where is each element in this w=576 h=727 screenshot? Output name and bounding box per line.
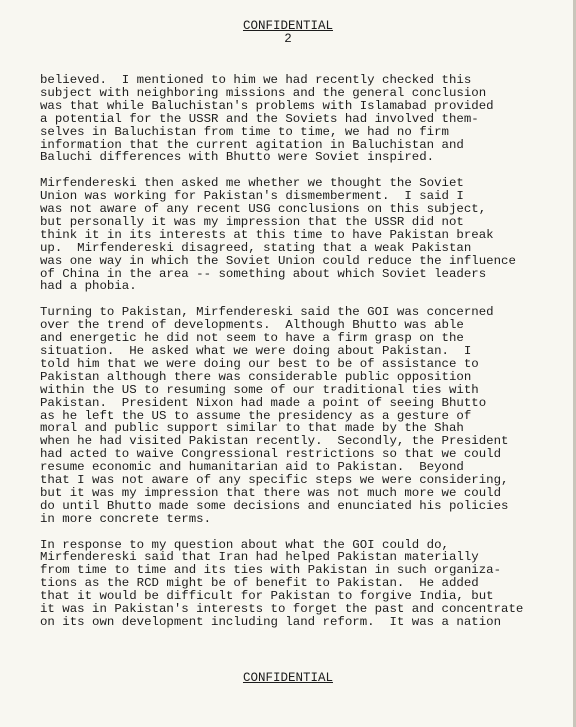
text-line: Mirfendereski said that Iran had helped Pakistan materially <box>40 550 479 565</box>
text-line: was that while Baluchistan's problems with Islamabad provided <box>40 98 494 113</box>
text-line: that it would be difficult for Pakistan to forgive India, but <box>40 589 494 604</box>
text-line: think it in its interests at this time to have Pakistan break <box>40 227 494 242</box>
text-line: a potential for the USSR and the Soviets had involved them- <box>40 111 479 126</box>
page-footer <box>0 671 576 685</box>
text-line: resume economic and humanitarian aid to Pakistan. Beyond <box>40 460 464 475</box>
page-header <box>0 20 576 46</box>
text-line: Baluchi differences with Bhutto were Soviet inspired. <box>40 150 435 165</box>
text-line: but it was my impression that there was not much more we could <box>40 485 502 500</box>
text-line: was not aware of any recent USG conclusions on this subject, <box>40 202 487 217</box>
text-line: over the trend of developments. Although Bhutto was able <box>40 318 464 333</box>
text-line: when he had visited Pakistan recently. Secondly, the President <box>40 434 509 449</box>
paragraph <box>40 177 562 293</box>
text-line: Mirfendereski then asked me whether we thought the Soviet <box>40 176 464 191</box>
text-line: moral and public support similar to that made by the Shah <box>40 421 464 436</box>
text-line: information that the current agitation in Baluchistan and <box>40 137 464 152</box>
text-line: had acted to waive Congressional restrictions so that we could <box>40 447 502 462</box>
text-line: had a phobia. <box>40 279 137 294</box>
paragraph <box>40 74 562 164</box>
text-line: up. Mirfendereski disagreed, stating that a weak Pakistan <box>40 240 472 255</box>
text-line: of China in the area -- something about which Soviet leaders <box>40 266 487 281</box>
text-line: believed. I mentioned to him we had recently checked this <box>40 73 472 87</box>
text-line: Pakistan. President Nixon had made a point of seeing Bhutto <box>40 395 487 410</box>
text-line: in more concrete terms. <box>40 511 212 526</box>
classification-marking-bottom: CONFIDENTIAL <box>242 671 333 685</box>
text-line: that I was not aware of any specific steps we were considering, <box>40 473 509 488</box>
text-line: within the US to resuming some of our traditional ties with <box>40 382 479 397</box>
text-line: but personally it was my impression that the USSR did not <box>40 214 464 229</box>
text-line: selves in Baluchistan from time to time, we had no firm <box>40 124 449 139</box>
text-line: do until Bhutto made some decisions and enunciated his policies <box>40 498 509 513</box>
text-line: as he left the US to assume the presidency as a gesture of <box>40 408 472 423</box>
text-line: told him that we were doing our best to be of assistance to <box>40 356 479 371</box>
paragraph <box>40 539 562 629</box>
document-body <box>40 74 562 642</box>
page-number: 2 <box>284 32 292 46</box>
text-line: from time to time and its ties with Pakistan in such organiza- <box>40 563 502 578</box>
text-line: and energetic he did not seem to have a firm grasp on the <box>40 331 464 346</box>
text-line: situation. He asked what we were doing about Pakistan. I <box>40 344 472 358</box>
text-line: Turning to Pakistan, Mirfendereski said the GOI was concerned <box>40 305 494 320</box>
text-line: it was in Pakistan's interests to forget the past and concentrate <box>40 602 524 617</box>
text-line: subject with neighboring missions and the general conclusion <box>40 85 487 100</box>
text-line: on its own development including land reform. It was a nation <box>40 615 502 630</box>
classification-marking-top: CONFIDENTIAL <box>242 19 333 33</box>
paragraph <box>40 306 562 525</box>
text-line: Pakistan although there was considerable public opposition <box>40 369 472 384</box>
text-line: was one way in which the Soviet Union could reduce the influence <box>40 253 516 268</box>
text-line: tions as the RCD might be of benefit to Pakistan. He added <box>40 576 479 591</box>
text-line: Union was working for Pakistan's dismemberment. I said I <box>40 189 464 204</box>
text-line: In response to my question about what the GOI could do, <box>40 537 449 552</box>
